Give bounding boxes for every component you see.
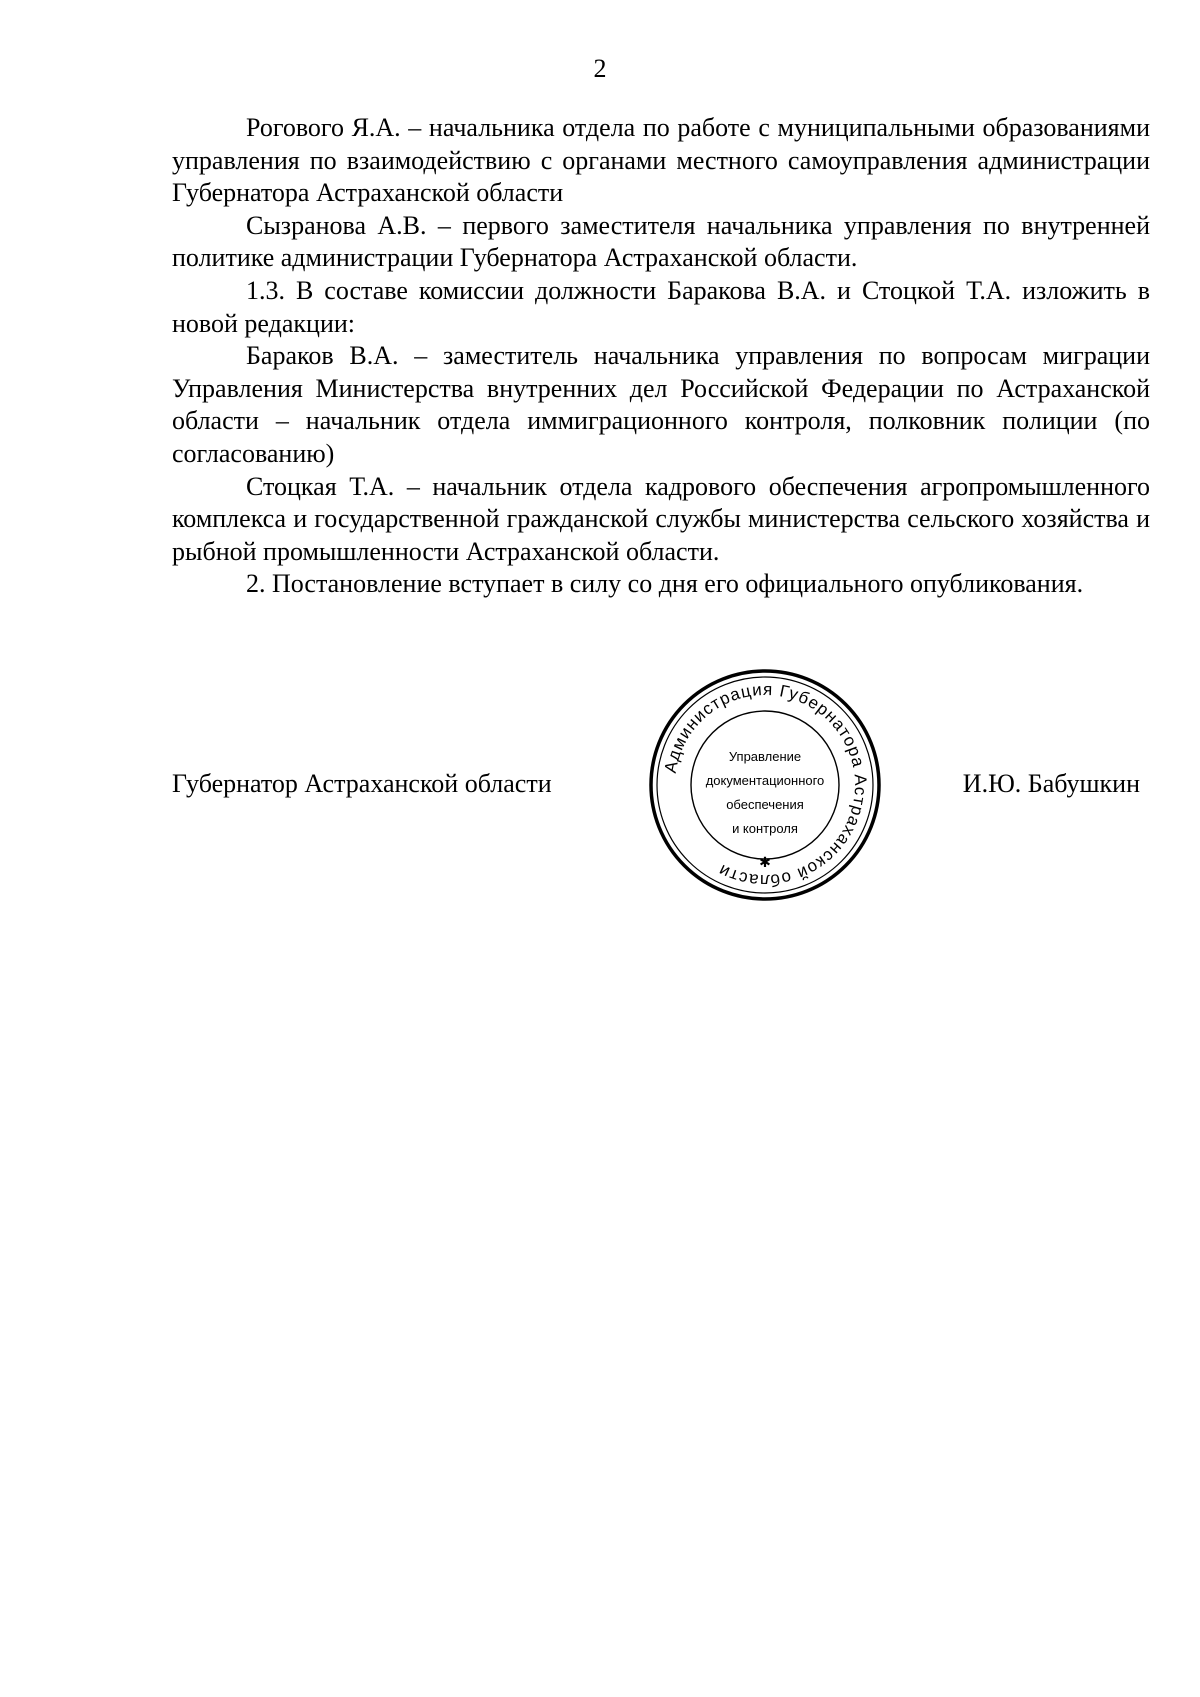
seal-star-icon: ✱ xyxy=(759,854,771,870)
official-seal-stamp xyxy=(645,665,885,905)
seal-inner-line-2: документационного xyxy=(705,773,825,788)
paragraph-clause-1-3: 1.3. В составе комиссии должности Баракова В.А. и Стоцкой Т.А. изложить в новой редакции: xyxy=(172,275,1150,338)
seal-outer-text: Администрация Губернатора Астраханской области xyxy=(660,679,871,891)
paragraph-clause-2: 2. Постановление вступает в силу со дня его официального опубликования. xyxy=(246,569,1084,599)
seal-inner-line-4: и контроля xyxy=(732,821,798,836)
seal-inner-line-1: Управление xyxy=(728,749,802,764)
paragraph-barakov: Бараков В.А. – заместитель начальника управления по вопросам миграции Управления Министерства внутренних дел Российской Федерации по Астраханской области – начальник отдела иммиграционного контроля, полковник полиции (по согласованию) xyxy=(172,341,1150,468)
paragraph-syzranov: Сызранова А.В. – первого заместителя начальника управления по внутренней политике администрации Губернатора Астраханской области. xyxy=(172,210,1150,273)
document-body xyxy=(172,112,1150,601)
paragraph-rogovoy: Рогового Я.А. – начальника отдела по работе с муниципальными образованиями управления по взаимодействию с органами местного самоуправления администрации Губернатора Астраханской области xyxy=(172,113,1150,208)
page-number: 2 xyxy=(593,54,607,83)
paragraph-stotskaya: Стоцкая Т.А. – начальник отдела кадрового обеспечения агропромышленного комплекса и государственной гражданской службы министерства сельского хозяйства и рыбной промышленности Астраханской области. xyxy=(172,471,1150,566)
seal-inner-line-3: обеспечения xyxy=(726,797,804,812)
signer-name: И.Ю. Бабушкин xyxy=(962,769,1140,798)
signer-position: Губернатор Астраханской области xyxy=(172,769,552,798)
